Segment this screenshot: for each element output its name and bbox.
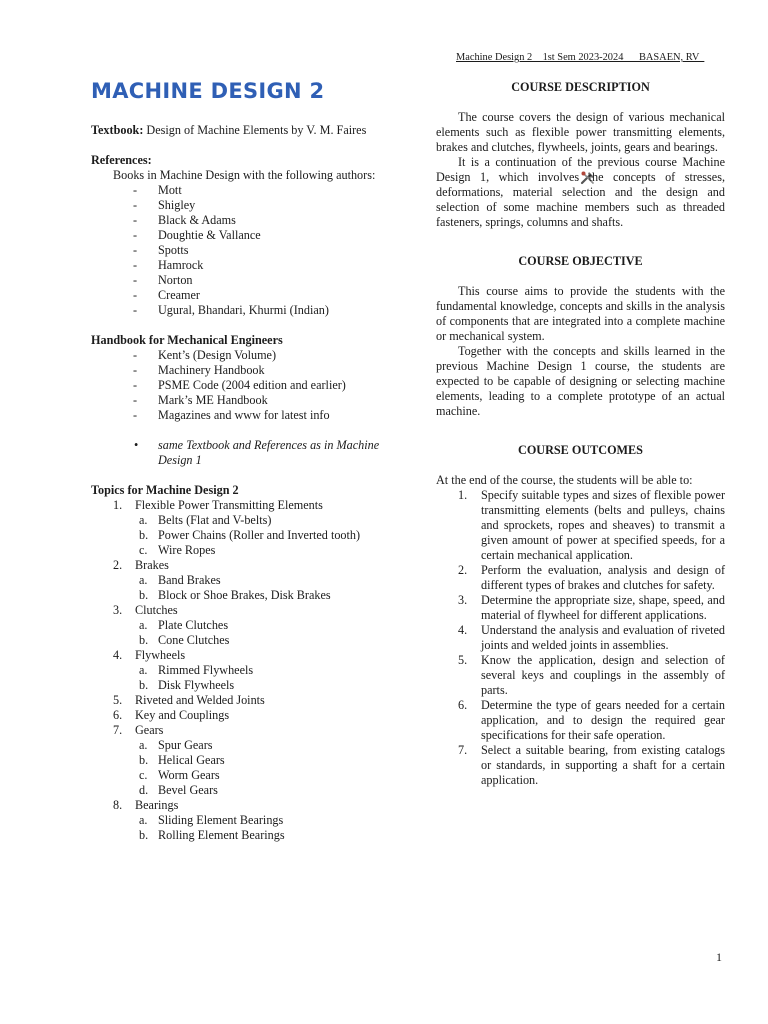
outcome-text: Select a suitable bearing, from existing catalogs or standards, in supporting a shaft for a certain application.: [481, 743, 725, 787]
textbook-value: Design of Machine Elements by V. M. Faires: [143, 123, 367, 137]
objective-heading: COURSE OBJECTIVE: [518, 254, 643, 268]
topics-heading: Topics for Machine Design 2: [91, 483, 239, 497]
textbook-label: Textbook:: [91, 123, 144, 137]
header-text: Machine Design 2 1st Sem 2023-2024 BASAEN, RV: [456, 52, 705, 63]
topic-number: 2.: [113, 558, 123, 572]
subtopic-letter: b.: [139, 528, 149, 542]
subtopic-item: [91, 513, 391, 528]
objective-p1: This course aims to provide the students with the fundamental knowledge, concepts and skills in the analysis of components that are integrated into a complete machine or mechanical system.: [436, 284, 725, 343]
list-item: - Norton: [91, 273, 391, 288]
topic-item: [91, 723, 391, 738]
subtopic-item: [91, 678, 391, 693]
subtopic-label: Helical Gears: [158, 753, 225, 767]
topic-label: Flexible Power Transmitting Elements: [135, 498, 323, 512]
bullet-icon: •: [134, 438, 139, 452]
topic-item: [91, 498, 391, 513]
subtopic-letter: b.: [139, 753, 149, 767]
subtopic-letter: a.: [139, 573, 148, 587]
subtopic-letter: a.: [139, 813, 148, 827]
subtopic-item: [91, 783, 391, 798]
subtopic-label: Plate Clutches: [158, 618, 229, 632]
outcome-item: [436, 698, 725, 743]
list-item: - Shigley: [91, 198, 391, 213]
references-list: [91, 183, 391, 318]
subtopic-item: [91, 573, 391, 588]
topic-label: Riveted and Welded Joints: [135, 693, 265, 707]
subtopic-item: [91, 738, 391, 753]
topic-number: 5.: [113, 693, 123, 707]
outcome-text: Perform the evaluation, analysis and design of different types of brakes and clutches for safety.: [481, 563, 725, 592]
outcomes-list: [436, 488, 725, 788]
subtopic-item: [91, 663, 391, 678]
outcome-number: 3.: [458, 593, 468, 607]
list-item: - Mott: [91, 183, 391, 198]
topic-label: Key and Couplings: [135, 708, 230, 722]
topic-label: Brakes: [135, 558, 169, 572]
outcome-text: Know the application, design and selection of several keys and couplings in the assembly of parts.: [481, 653, 725, 697]
outcome-item: [436, 593, 725, 623]
subtopic-item: [91, 828, 391, 843]
description-heading: COURSE DESCRIPTION: [511, 80, 650, 94]
subtopic-label: Power Chains (Roller and Inverted tooth): [158, 528, 361, 542]
list-item: - Hamrock: [91, 258, 391, 273]
outcome-number: 7.: [458, 743, 468, 757]
topic-number: 7.: [113, 723, 123, 737]
subtopic-item: [91, 813, 391, 828]
subtopic-label: Block or Shoe Brakes, Disk Brakes: [158, 588, 331, 602]
references-heading: References:: [91, 153, 152, 167]
topic-label: Bearings: [135, 798, 179, 812]
subtopic-label: Rimmed Flywheels: [158, 663, 254, 677]
outcome-number: 6.: [458, 698, 468, 712]
topic-label: Flywheels: [135, 648, 186, 662]
subtopic-item: [91, 528, 391, 543]
subtopic-letter: d.: [139, 783, 149, 797]
subtopic-label: Disk Flywheels: [158, 678, 235, 692]
topic-number: 6.: [113, 708, 123, 722]
subtopic-letter: b.: [139, 633, 149, 647]
objective-p2: Together with the concepts and skills learned in the previous Machine Design 1 course, the students are expected to be capable of designing or selecting machine elements, leading to a complete prototype of an actual machine.: [436, 344, 725, 418]
outcome-item: [436, 623, 725, 653]
page-header: [436, 47, 726, 65]
outcome-number: 4.: [458, 623, 468, 637]
handbook-heading: Handbook for Mechanical Engineers: [91, 333, 283, 347]
subtopic-label: Belts (Flat and V-belts): [158, 513, 272, 527]
topic-item: [91, 558, 391, 573]
outcome-number: 2.: [458, 563, 468, 577]
topic-item: [91, 798, 391, 813]
topic-number: 1.: [113, 498, 123, 512]
list-item: - Doughtie & Vallance: [91, 228, 391, 243]
subtopic-item: [91, 768, 391, 783]
subtopic-letter: a.: [139, 738, 148, 752]
subtopic-letter: b.: [139, 678, 149, 692]
subtopic-letter: a.: [139, 663, 148, 677]
subtopic-letter: a.: [139, 513, 148, 527]
note-bullet: [91, 438, 391, 468]
list-item: - Mark’s ME Handbook: [91, 393, 391, 408]
outcome-number: 5.: [458, 653, 468, 667]
outcome-item: [436, 743, 725, 788]
topic-item: [91, 603, 391, 618]
handbook-list: [91, 348, 391, 423]
subtopic-item: [91, 618, 391, 633]
references-intro: Books in Machine Design with the following authors:: [113, 168, 376, 182]
subtopic-letter: c.: [139, 543, 148, 557]
subtopic-item: [91, 588, 391, 603]
outcome-text: Understand the analysis and evaluation of riveted joints and welded joints in assemblies.: [481, 623, 725, 652]
topic-label: Clutches: [135, 603, 178, 617]
subtopic-item: [91, 633, 391, 648]
outcome-text: Determine the type of gears needed for a certain application, and to design the required gear specifications for their safe operation.: [481, 698, 725, 742]
subtopic-item: [91, 753, 391, 768]
outcome-item: [436, 653, 725, 698]
subtopic-label: Band Brakes: [158, 573, 221, 587]
outcome-number: 1.: [458, 488, 468, 502]
list-item: - Machinery Handbook: [91, 363, 391, 378]
note-text: same Textbook and References as in Machine Design 1: [158, 438, 380, 467]
page-number: 1: [716, 950, 722, 964]
topics-list: [91, 498, 391, 843]
subtopic-letter: a.: [139, 618, 148, 632]
subtopic-label: Wire Ropes: [158, 543, 216, 557]
outcome-text: Determine the appropriate size, shape, speed, and material of flywheel for different applications.: [481, 593, 725, 622]
subtopic-label: Worm Gears: [158, 768, 220, 782]
outcome-item: [436, 488, 725, 563]
topic-number: 4.: [113, 648, 123, 662]
outcomes-intro: At the end of the course, the students will be able to:: [436, 473, 693, 487]
list-item: - Creamer: [91, 288, 391, 303]
subtopic-letter: c.: [139, 768, 148, 782]
subtopic-letter: b.: [139, 828, 149, 842]
outcome-item: [436, 563, 725, 593]
list-item: - Spotts: [91, 243, 391, 258]
topic-number: 8.: [113, 798, 123, 812]
list-item: - Black & Adams: [91, 213, 391, 228]
textbook-line: [91, 123, 391, 138]
list-item: - Ugural, Bhandari, Khurmi (Indian): [91, 303, 391, 318]
right-column: [436, 80, 725, 788]
subtopic-label: Rolling Element Bearings: [158, 828, 285, 842]
list-item: - Magazines and www for latest info: [91, 408, 391, 423]
topic-item: [91, 693, 391, 708]
topic-number: 3.: [113, 603, 123, 617]
subtopic-label: Sliding Element Bearings: [158, 813, 284, 827]
description-p1: The course covers the design of various mechanical elements such as flexible power transmitting elements, brakes and clutches, flywheels, joints, gears and bearings.: [436, 110, 725, 154]
outcomes-heading: COURSE OUTCOMES: [518, 443, 643, 457]
subtopic-label: Cone Clutches: [158, 633, 230, 647]
list-item: - Kent’s (Design Volume): [91, 348, 391, 363]
topic-item: [91, 708, 391, 723]
subtopic-label: Bevel Gears: [158, 783, 218, 797]
description-p2: It is a continuation of the previous course Machine Design 1, which involves the concepts of stresses, deformations, material selection and the design and selection of some machine members such as threaded fasteners, springs, columns and shafts.: [436, 155, 725, 229]
topic-label: Gears: [135, 723, 164, 737]
subtopic-item: [91, 543, 391, 558]
subtopic-label: Spur Gears: [158, 738, 213, 752]
left-column: [91, 123, 391, 843]
topic-item: [91, 648, 391, 663]
subtopic-letter: b.: [139, 588, 149, 602]
page-title: MACHINE DESIGN 2: [91, 79, 325, 103]
outcome-text: Specify suitable types and sizes of flexible power transmitting elements (belts and pulleys, chains and sprockets, ropes and sheaves) to transmit a given amount of power at specified speeds, for a certain mechanical application.: [481, 488, 725, 562]
list-item: - PSME Code (2004 edition and earlier): [91, 378, 391, 393]
